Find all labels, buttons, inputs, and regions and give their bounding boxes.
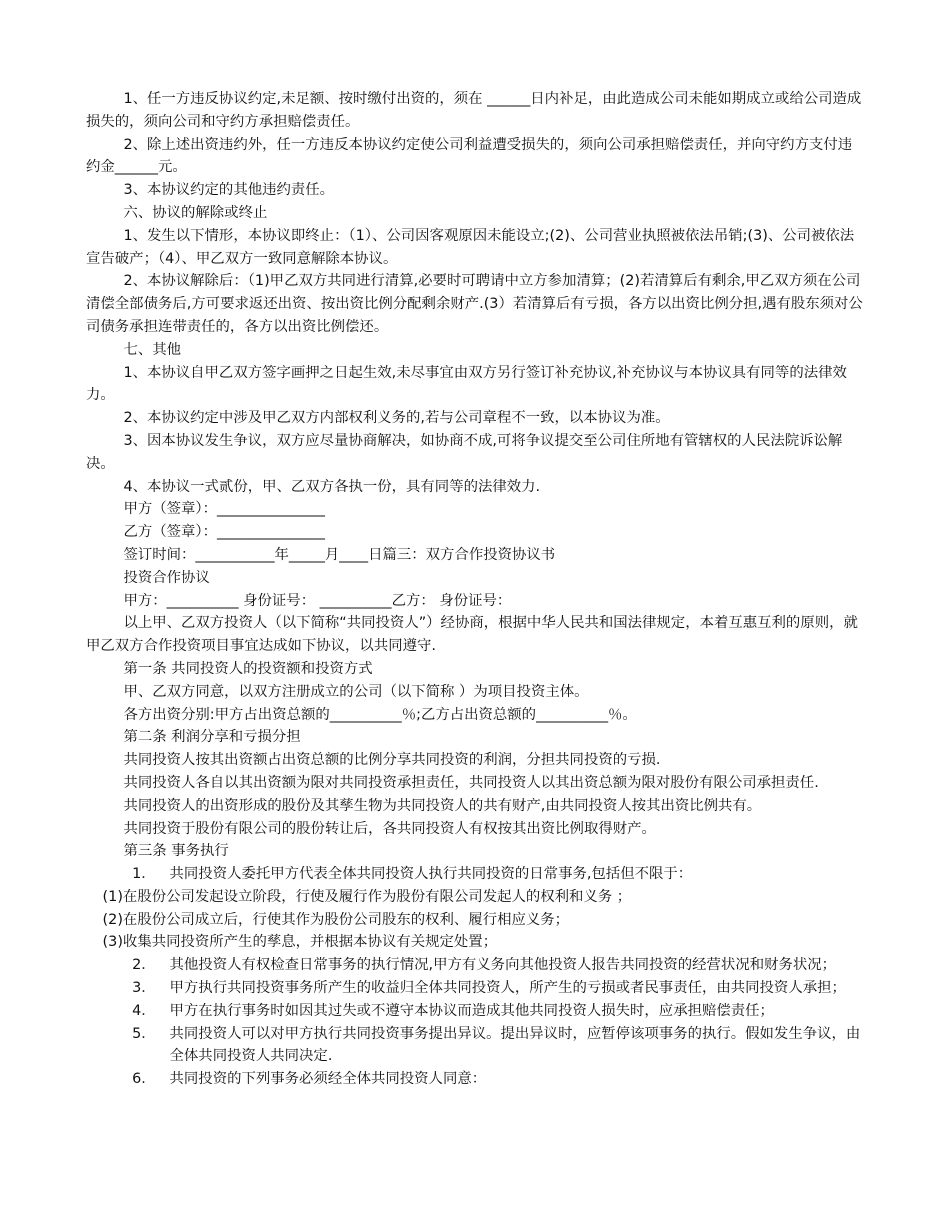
clause-number: 3．	[132, 980, 156, 997]
paragraph: 共同投资人各自以其出资额为限对共同投资承担责任，共同投资人以其出资总额为限对股份有限公司承担责任.	[123, 774, 819, 791]
paragraph: 甲方（签章）：_______________	[123, 501, 325, 518]
sub-item: (2)在股份公司成立后，行使其作为股份公司股东的权利、履行相应义务；	[102, 911, 570, 928]
paragraph: 1、任一方违反协议约定,未足额、按时缴付出资的，须在 ______日内补足，由此造成公司未能如期成立或给公司造成损失的，须向公司和守约方承担赔偿责任。	[86, 91, 862, 130]
paragraph: 乙方（签章）：_______________	[123, 524, 325, 541]
sub-item: (3)收集共同投资所产生的孳息，并根据本协议有关规定处置；	[102, 934, 498, 951]
paragraph: 投资合作协议	[123, 569, 210, 586]
clause-number: 6．	[132, 1071, 156, 1088]
paragraph: 共同投资人按其出资额占出资总额的比例分享共同投资的利润，分担共同投资的亏损.	[123, 752, 661, 769]
paragraph: 2、除上述出资违约外，任一方违反本协议约定使公司利益遭受损失的，须向公司承担赔偿责任，并向守约方支付违约金______元。	[86, 136, 853, 176]
paragraph: 1、本协议自甲乙双方签字画押之日起生效,未尽事宜由双方另行签订补充协议,补充协议与本协议具有同等的法律效力。	[86, 364, 847, 404]
paragraph: 签订时间：___________年_____月____日篇三：双方合作投资协议书	[123, 546, 556, 563]
clause-text: 共同投资的下列事务必须经全体共同投资人同意：	[169, 1071, 487, 1088]
paragraph: 第一条 共同投资人的投资额和投资方式	[123, 660, 373, 677]
clause-text: 甲方执行共同投资事务所产生的收益归全体共同投资人，所产生的亏损或者民事责任，由共同投资人承担；	[169, 980, 846, 997]
paragraph: 各方出资分别:甲方占出资总额的__________％;乙方占出资总额的__________％。	[123, 706, 637, 723]
clause-text: 甲方在执行事务时如因其过失或不遵守本协议而造成其他共同投资人损失时，应承担赔偿责任；	[169, 1002, 774, 1019]
clause-text: 共同投资人委托甲方代表全体共同投资人执行共同投资的日常事务,包括但不限于：	[169, 866, 693, 883]
paragraph: 2、本协议约定中涉及甲乙双方内部权利义务的,若与公司章程不一致，以本协议为准。	[123, 410, 670, 427]
paragraph: 以上甲、乙双方投资人（以下简称“共同投资人”）经协商，根据中华人民共和国法律规定，本着互惠互利的原则，就甲乙双方合作投资项目事宜达成如下协议，以共同遵守.	[86, 615, 858, 655]
clause-number: 5．	[132, 1025, 156, 1042]
clause-number: 1．	[132, 866, 156, 883]
clause-text: 其他投资人有权检查日常事务的执行情况,甲方有义务向其他投资人报告共同投资的经营状况和财务状况；	[169, 957, 837, 974]
numbered-clause	[86, 1000, 866, 1023]
document-page	[86, 88, 866, 1091]
clause-number: 4．	[132, 1002, 156, 1019]
numbered-clause	[86, 863, 866, 886]
paragraph: 甲方：__________ 身份证号： __________乙方： 身份证号：	[123, 592, 512, 609]
paragraph: 4、本协议一式贰份，甲、乙双方各执一份，具有同等的法律效力.	[123, 478, 541, 495]
paragraph: 甲、乙双方同意，以双方注册成立的公司（以下简称 ）为项目投资主体。	[123, 683, 589, 700]
paragraph: 2、本协议解除后：（1)甲乙双方共同进行清算,必要时可聘请中立方参加清算；(2)若清算后有剩余,甲乙双方须在公司清偿全部债务后,方可要求返还出资、按出资比例分配剩余财产.(3）若清算后有亏损，各方以出资比例分担,遇有股东须对公司债务承担连带责任的，各方以出资比例偿还。	[86, 273, 863, 335]
paragraph: 第二条 利润分享和亏损分担	[123, 729, 301, 746]
paragraph: 共同投资人的出资形成的股份及其孳生物为共同投资人的共有财产,由共同投资人按其出资比例共有。	[123, 797, 762, 814]
paragraph: 3、本协议约定的其他违约责任。	[123, 182, 335, 199]
paragraph: 第三条 事务执行	[123, 843, 229, 860]
paragraph: 六、协议的解除或终止	[123, 204, 268, 221]
paragraph: 共同投资于股份有限公司的股份转让后，各共同投资人有权按其出资比例取得财产。	[123, 820, 656, 837]
numbered-clause	[86, 1023, 866, 1069]
paragraph: 1、发生以下情形，本协议即终止：（1）、公司因客观原因未能设立;(2)、公司营业执照被依法吊销;(3)、公司被依法宣告破产；（4）、甲乙双方一致同意解除本协议。	[86, 227, 855, 267]
numbered-clause	[86, 954, 866, 977]
numbered-clause	[86, 977, 866, 1000]
paragraph: 七、其他	[123, 341, 182, 358]
clause-text: 共同投资人可以对甲方执行共同投资事务提出异议。提出异议时，应暂停该项事务的执行。假如发生争议，由全体共同投资人共同决定.	[169, 1025, 861, 1065]
sub-item: (1)在股份公司发起设立阶段，行使及履行作为股份有限公司发起人的权利和义务 ；	[102, 888, 632, 905]
paragraph: 3、因本协议发生争议，双方应尽量协商解决，如协商不成,可将争议提交至公司住所地有管辖权的人民法院诉讼解决。	[86, 432, 843, 472]
numbered-clause	[86, 1068, 866, 1091]
clause-number: 2．	[132, 957, 156, 974]
